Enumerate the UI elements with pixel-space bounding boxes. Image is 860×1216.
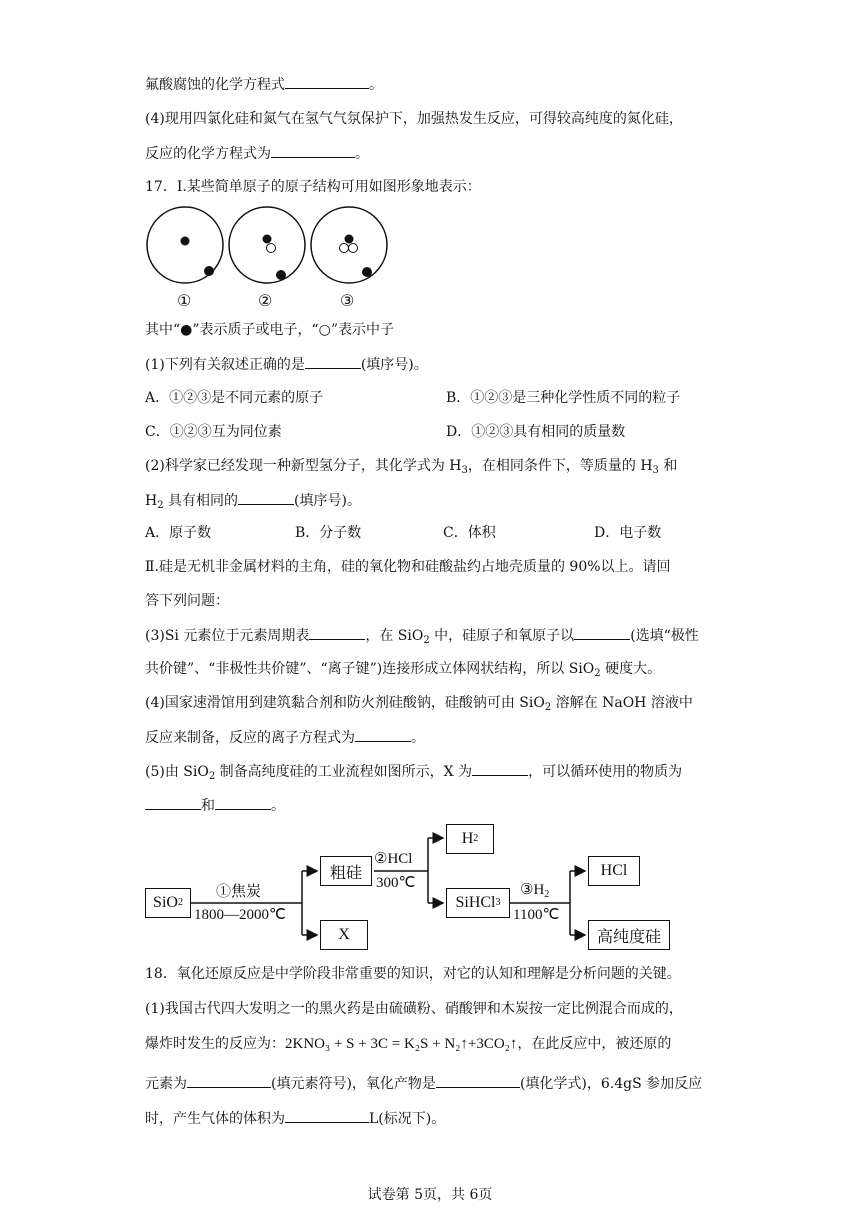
option-d[interactable]: D．电子数 (594, 525, 662, 541)
step2-condition: 300℃ (376, 875, 416, 891)
q17-2: (2)科学家已经发现一种新型氢分子，其化学式为 $H_3$，在相同条件下，等质量的 $H_3$ 和 (145, 458, 678, 476)
answer-blank[interactable] (436, 1073, 520, 1088)
step1-label: ①焦炭 (216, 884, 262, 900)
step2-label: ②HCl (374, 851, 413, 867)
box-sio2: SiO 2 (145, 888, 191, 918)
atom-label-2: ② (258, 291, 273, 310)
box-crude-si: 粗硅 (320, 856, 372, 886)
atom-2 (229, 207, 305, 283)
q17-5-cont: 和 。 (145, 795, 285, 816)
q17-4-cont: 反应来制备，反应的离子方程式为 。 (145, 727, 425, 748)
q18-1-cont: 爆炸时发生的反应为：2KNO₃ + S + 3C = K₂S + N₂↑+3CO₂↑，在此反应中，被还原的 (145, 1036, 672, 1052)
part2-intro-cont: 答下列问题： (145, 593, 229, 609)
box-h2: H 2 (446, 824, 494, 854)
question-18: 18．氧化还原反应是中学阶段非常重要的知识，对它的认知和理解是分析问题的关键。 (145, 966, 681, 982)
reaction-equation: 2KNO₃ + S + 3C = K₂S + N₂↑+3CO₂↑ (285, 1036, 518, 1052)
option-a[interactable]: A．①②③是不同元素的原子 (145, 390, 324, 406)
q17-4: (4)国家速滑馆用到建筑黏合剂和防火剂硅酸钠，硅酸钠可由 SiO$_2$ 溶解在 NaOH 溶液中 (145, 695, 693, 713)
answer-blank[interactable] (215, 795, 271, 810)
atom-3 (311, 207, 387, 283)
q17-2-cont: $H_2$ 具有相同的 (填序号)。 (145, 490, 361, 511)
box-sihcl3: SiHCl 3 (446, 888, 510, 918)
box-x: X (320, 920, 368, 950)
step3-condition: 1100℃ (513, 907, 560, 923)
page-footer: 试卷第 5页，共 6页 (367, 1187, 493, 1203)
option-b[interactable]: B．分子数 (295, 525, 362, 541)
box-pure-si: 高纯度硅 (588, 920, 670, 950)
option-d[interactable]: D．①②③具有相同的质量数 (446, 424, 626, 440)
answer-blank[interactable] (238, 490, 294, 505)
question-17: 17．Ⅰ.某些简单原子的原子结构可用如图形象地表示： (145, 179, 481, 195)
q17-3: (3)Si 元素位于元素周期表 ，在 SiO$_2$ 中，硅原子和氧原子以 (选填“极性 (145, 625, 699, 646)
option-c[interactable]: C．体积 (443, 525, 496, 541)
box-hcl: HCl (588, 856, 640, 886)
answer-blank[interactable] (574, 625, 630, 640)
answer-blank[interactable] (309, 625, 365, 640)
option-c[interactable]: C．①②③互为同位素 (145, 424, 282, 440)
atom-diagrams (143, 205, 393, 285)
option-a[interactable]: A．原子数 (145, 525, 212, 541)
text-line: (4)现用四氯化硅和氮气在氢气气氛保护下，加强热发生反应，可得较高纯度的氮化硅， (145, 111, 683, 127)
step3-label: $③H_2$ (520, 882, 550, 900)
q18-1: (1)我国古代四大发明之一的黑火药是由硫磺粉、硝酸钾和木炭按一定比例混合而成的， (145, 1001, 683, 1017)
q17-1: (1)下列有关叙述正确的是 (填序号)。 (145, 354, 428, 375)
legend-text: 其中“●”表示质子或电子，“○”表示中子 (145, 322, 395, 338)
answer-blank[interactable] (305, 354, 361, 369)
answer-blank[interactable] (187, 1073, 271, 1088)
text-line: 反应的化学方程式为 。 (145, 143, 369, 164)
answer-blank[interactable] (271, 143, 355, 158)
atom-label-3: ③ (340, 291, 355, 310)
answer-blank[interactable] (285, 74, 369, 89)
q17-3-cont: 共价键”、“非极性共价键”、“离子键”)连接形成立体网状结构，所以 SiO$_2$ 硬度大。 (145, 661, 662, 679)
text-line: 氟酸腐蚀的化学方程式 。 (145, 74, 383, 95)
answer-blank[interactable] (355, 727, 411, 742)
step1-condition: 1800—2000℃ (194, 907, 286, 923)
q18-1-cont3: 时，产生气体的体积为 L(标况下)。 (145, 1108, 445, 1129)
answer-blank[interactable] (472, 761, 528, 776)
atom-1 (147, 207, 223, 283)
answer-blank[interactable] (145, 795, 201, 810)
q18-1-cont2: 元素为 (填元素符号)，氧化产物是 (填化学式)，6.4gS 参加反应 (145, 1073, 702, 1094)
q17-5: (5)由 SiO$_2$ 制备高纯度硅的工业流程如图所示，X 为 ，可以循环使用的物质为 (145, 761, 682, 782)
answer-blank[interactable] (285, 1108, 369, 1123)
atom-label-1: ① (177, 291, 192, 310)
option-b[interactable]: B．①②③是三种化学性质不同的粒子 (446, 390, 681, 406)
part2-intro: Ⅱ.硅是无机非金属材料的主角，硅的氧化物和硅酸盐约占地壳质量的 90%以上。请回 (145, 559, 671, 575)
